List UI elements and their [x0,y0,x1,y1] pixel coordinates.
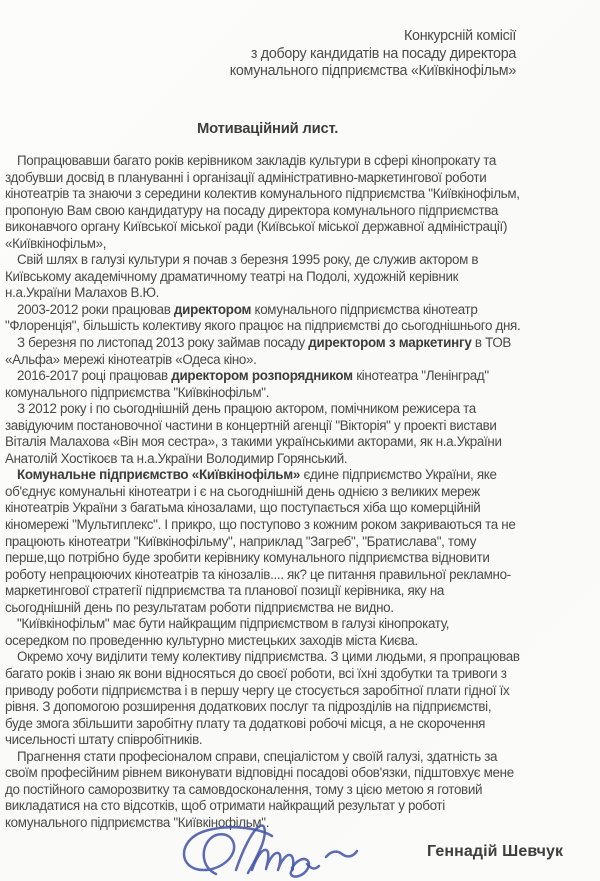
letter-line [5,666,597,683]
text-segment: комунального підприємства кінотеатр [251,301,478,317]
letter-line [5,252,597,269]
text-segment: З березня по листопад 2013 року займав посаду [17,335,309,351]
text-segment: виконавчого органу Київської міської ради (Київської міської державної адміністрації) [5,219,508,235]
text-segment: Окремо хочу виділити тему колективу підприємства. З цими людьми, я пропрацював [17,649,520,665]
letter-line [5,583,597,600]
text-segment: об'єднує комунальні кінотеатри і є на сьогоднішній день однією з великих мереж [5,483,480,499]
recipient-line: з добору кандидатів на посаду директора [250,45,516,62]
letter-line [5,782,597,799]
emphasized-text: директором [173,301,252,317]
letter-line [5,236,597,253]
letter-line [5,401,597,418]
text-segment: своїм професійним рівнем виконувати відповідні посадові обов'язки, підштовхує мене [5,765,514,781]
letter-line [5,484,597,501]
letter-line [5,302,597,319]
text-segment: Свій шлях в галузі культури я почав з березня 1995 року, де служив актором в [17,252,479,268]
letter-line [5,285,597,302]
text-segment: Віталія Малахова «Він моя сестра», з такими українськими акторами, як н.а.України [5,434,502,450]
letter-line [5,451,597,468]
text-segment: Попрацювавши багато років керівником закладів культури в сфері кінопрокату та [17,153,497,168]
text-segment: рівня. З допомогою розширення додаткових послуг та підрозділів на підприємстві, [5,699,492,715]
text-segment: буде змога збільшити заробітну плату та додаткові робочі місця, а не скорочення [5,715,486,731]
text-segment: 2016-2017 році працював [17,368,172,384]
letter-line [5,600,597,617]
text-segment: "Флоренція", більшість колективу якого працює на підприємстві до сьогоднішнього дня. [5,318,521,334]
letter-line [5,434,597,451]
text-segment: багато років і знаю як вони відносяться до своєї роботи, всі їхні здобутки та тривоги з [5,665,507,681]
text-segment: «Київкінофільм», [5,235,107,251]
text-segment: чисельності штату співробітників. [5,732,203,748]
text-segment: н.а.України Малахов В.Ю. [5,285,160,301]
letter-line [5,749,597,766]
recipient-block [230,28,516,81]
text-segment: єдине підприємство України, яке [300,467,497,483]
text-segment: 2003-2012 роки працював [17,301,174,317]
letter-line [5,699,597,716]
text-segment: комунального підприємства "Київкінофільм". [5,814,270,830]
letter-line [5,500,597,517]
letter-body [5,153,597,831]
text-segment: перше,що потрібно буде зробити керівнику комунального підприємства відновити [5,550,490,566]
letter-line [5,418,597,435]
letter-line [5,633,597,650]
signer-name: Геннадій Шевчук [427,843,564,860]
letter-line [5,269,597,286]
text-segment: працюють кінотеатри "Київкінофільму", наприклад "Загреб", "Братислава", тому [5,533,477,549]
text-segment: Київському академічному драматичному театрі на Подолі, художній керівник [5,268,459,284]
letter-line [5,550,597,567]
recipient-line: комунального підприємства «Київкінофільм» [229,63,516,80]
letter-line [5,219,597,236]
text-segment: здобувши досвід в плануванні і організації адміністративно-маркетингової роботи [5,169,487,185]
letter-line [5,368,597,385]
handwritten-signature [176,820,362,880]
recipient-line: Конкурсній комісії [404,28,516,44]
text-segment: сьогоднішній день по результатам роботи підприємства не видно. [5,599,394,615]
letter-line [5,335,597,352]
letter-title: Мотиваційний лист. [197,121,339,137]
letter-line [5,649,597,666]
text-segment: завідуючим постановочної частини в концертній агенції "Вікторія" у проекті вистави [5,417,497,433]
emphasized-text: Комунальне підприємство «Київкінофільм» [17,467,301,483]
text-segment: кіномережі "Мультиплекс". І прикро, що поступово з кожним роком закриваються та не [5,517,516,533]
text-segment: кінотеатрів України з багатьма кінозалами, що поступається хіба що комерційній [5,500,481,516]
letter-line [5,153,597,170]
letter-line [5,683,597,700]
text-segment: Прагнення стати професіоналом справи, спеціалістом у своїй галузі, здатність за [17,748,498,764]
letter-line [5,765,597,782]
signature-ink-icon [176,820,362,880]
text-segment: до постійного саморозвитку та самовдосконалення, тому з цією метою я готовий [5,781,483,797]
letter-line [5,534,597,551]
letter-line [5,467,597,484]
letter-line [5,716,597,733]
letter-line [5,732,597,749]
letter-line [5,170,597,187]
letter-line [5,203,597,220]
text-segment: кінотеатрів та знаючи з середини колектив комунального підприємства "Київкінофільм, [5,186,520,202]
text-segment: «Альфа» мережі кінотеатрів «Одеса кіно». [5,351,257,367]
letter-line [5,385,597,402]
letter-line [5,318,597,335]
letter-line [5,517,597,534]
letter-line [5,616,597,633]
emphasized-text: директором розпорядником [171,368,353,384]
text-segment: роботу непрацюючих кінотеатрів та кінозалів.... як? це питання правильної рекламно- [5,566,511,582]
text-segment: Анатолій Хостікоєв та н.а.України Володимир Горянський. [5,450,348,466]
text-segment: "Київкінофільм" має бути найкращим підприємством в галузі кінопрокату, [17,616,450,632]
emphasized-text: директором з маркетингу [308,335,472,351]
letter-line [5,798,597,815]
letter-line [5,567,597,584]
letter-line [5,186,597,203]
text-segment: комунального підприємства "Київкінофільм". [5,384,270,400]
text-segment: кінотеатра "Ленінград" [352,368,489,384]
text-segment: приводу роботи підприємства і в першу чергу це стосується заробітної плати гідної їх [5,682,510,698]
text-segment: З 2012 року і по сьогоднішній день працюю актором, помічником режисера та [17,401,476,417]
text-segment: викладатися на сто відсотків, щоб отримати найкращий результат у роботі [5,798,445,814]
text-segment: осередком по проведенню культурно мистецьких заходів міста Києва. [5,632,418,648]
text-segment: пропоную Вам свою кандидатуру на посаду директора комунального підприємства [5,202,499,218]
text-segment: маркетингової стратегії підприємства та планової позиції керівника, яку на [5,583,444,599]
text-segment: в ТОВ [471,335,512,351]
letter-line [5,352,597,369]
